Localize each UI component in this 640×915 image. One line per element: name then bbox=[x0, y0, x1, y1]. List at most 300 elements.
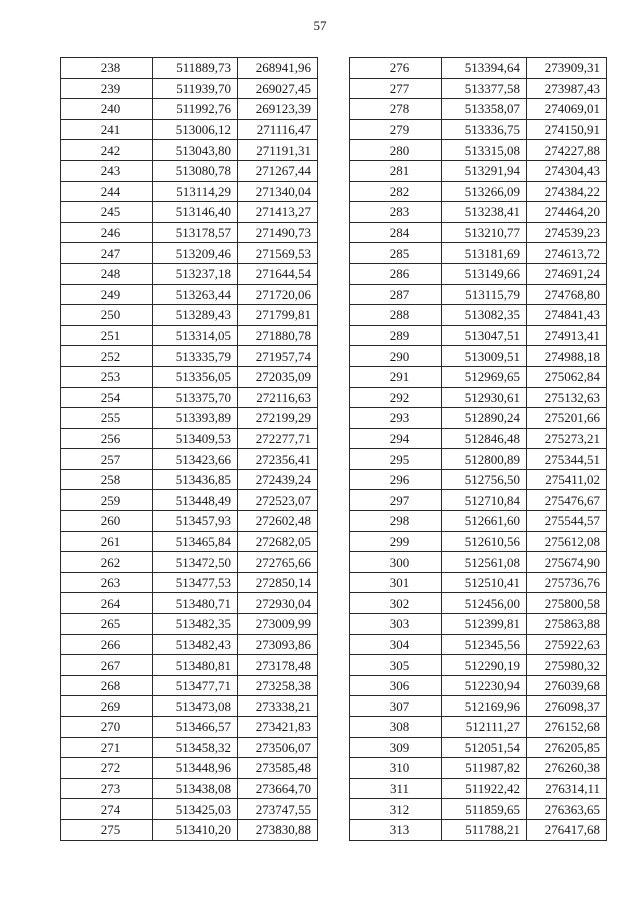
x-coordinate-cell: 513375,70 bbox=[153, 387, 238, 408]
y-coordinate-cell: 274691,24 bbox=[527, 263, 607, 284]
y-coordinate-cell: 274988,18 bbox=[527, 346, 607, 367]
x-coordinate-cell: 513448,49 bbox=[153, 490, 238, 511]
y-coordinate-cell: 271720,06 bbox=[238, 284, 318, 305]
y-coordinate-cell: 275062,84 bbox=[527, 366, 607, 387]
point-number-cell: 286 bbox=[350, 263, 442, 284]
y-coordinate-cell: 275674,90 bbox=[527, 552, 607, 573]
y-coordinate-cell: 275344,51 bbox=[527, 449, 607, 470]
y-coordinate-cell: 272682,05 bbox=[238, 531, 318, 552]
table-row bbox=[61, 99, 318, 120]
table-row bbox=[350, 119, 607, 140]
x-coordinate-cell: 512345,56 bbox=[442, 634, 527, 655]
table-row bbox=[350, 305, 607, 326]
point-number-cell: 245 bbox=[61, 202, 153, 223]
x-coordinate-cell: 513410,20 bbox=[153, 819, 238, 840]
point-number-cell: 244 bbox=[61, 181, 153, 202]
y-coordinate-cell: 273987,43 bbox=[527, 78, 607, 99]
x-coordinate-cell: 513336,75 bbox=[442, 119, 527, 140]
y-coordinate-cell: 276205,85 bbox=[527, 737, 607, 758]
table-row bbox=[61, 387, 318, 408]
y-coordinate-cell: 269027,45 bbox=[238, 78, 318, 99]
table-row bbox=[350, 58, 607, 79]
point-number-cell: 239 bbox=[61, 78, 153, 99]
table-row bbox=[61, 140, 318, 161]
point-number-cell: 302 bbox=[350, 593, 442, 614]
table-row bbox=[61, 222, 318, 243]
table-row bbox=[61, 408, 318, 429]
y-coordinate-cell: 271569,53 bbox=[238, 243, 318, 264]
point-number-cell: 297 bbox=[350, 490, 442, 511]
table-row bbox=[350, 387, 607, 408]
point-number-cell: 274 bbox=[61, 799, 153, 820]
x-coordinate-cell: 513082,35 bbox=[442, 305, 527, 326]
table-row bbox=[61, 428, 318, 449]
table-row bbox=[350, 243, 607, 264]
x-coordinate-cell: 513448,96 bbox=[153, 758, 238, 779]
table-body-right bbox=[350, 58, 607, 841]
x-coordinate-cell: 512230,94 bbox=[442, 675, 527, 696]
coordinates-table-left bbox=[60, 57, 318, 841]
table-row bbox=[350, 552, 607, 573]
y-coordinate-cell: 274768,80 bbox=[527, 284, 607, 305]
y-coordinate-cell: 274150,91 bbox=[527, 119, 607, 140]
point-number-cell: 243 bbox=[61, 160, 153, 181]
y-coordinate-cell: 274464,20 bbox=[527, 202, 607, 223]
x-coordinate-cell: 512111,27 bbox=[442, 717, 527, 738]
point-number-cell: 295 bbox=[350, 449, 442, 470]
point-number-cell: 313 bbox=[350, 819, 442, 840]
x-coordinate-cell: 513358,07 bbox=[442, 99, 527, 120]
point-number-cell: 307 bbox=[350, 696, 442, 717]
x-coordinate-cell: 513472,50 bbox=[153, 552, 238, 573]
y-coordinate-cell: 276314,11 bbox=[527, 778, 607, 799]
y-coordinate-cell: 275922,63 bbox=[527, 634, 607, 655]
point-number-cell: 266 bbox=[61, 634, 153, 655]
y-coordinate-cell: 273093,86 bbox=[238, 634, 318, 655]
point-number-cell: 287 bbox=[350, 284, 442, 305]
point-number-cell: 276 bbox=[350, 58, 442, 79]
y-coordinate-cell: 272277,71 bbox=[238, 428, 318, 449]
y-coordinate-cell: 271116,47 bbox=[238, 119, 318, 140]
point-number-cell: 282 bbox=[350, 181, 442, 202]
table-row bbox=[350, 799, 607, 820]
point-number-cell: 265 bbox=[61, 614, 153, 635]
y-coordinate-cell: 275273,21 bbox=[527, 428, 607, 449]
table-row bbox=[350, 675, 607, 696]
y-coordinate-cell: 273747,55 bbox=[238, 799, 318, 820]
y-coordinate-cell: 271191,31 bbox=[238, 140, 318, 161]
point-number-cell: 259 bbox=[61, 490, 153, 511]
table-row bbox=[61, 490, 318, 511]
y-coordinate-cell: 276152,68 bbox=[527, 717, 607, 738]
x-coordinate-cell: 513209,46 bbox=[153, 243, 238, 264]
point-number-cell: 256 bbox=[61, 428, 153, 449]
x-coordinate-cell: 513314,05 bbox=[153, 325, 238, 346]
x-coordinate-cell: 512610,56 bbox=[442, 531, 527, 552]
x-coordinate-cell: 511788,21 bbox=[442, 819, 527, 840]
point-number-cell: 279 bbox=[350, 119, 442, 140]
point-number-cell: 272 bbox=[61, 758, 153, 779]
table-row bbox=[61, 243, 318, 264]
point-number-cell: 292 bbox=[350, 387, 442, 408]
x-coordinate-cell: 513009,51 bbox=[442, 346, 527, 367]
point-number-cell: 270 bbox=[61, 717, 153, 738]
table-row bbox=[350, 634, 607, 655]
y-coordinate-cell: 275863,88 bbox=[527, 614, 607, 635]
y-coordinate-cell: 272930,04 bbox=[238, 593, 318, 614]
y-coordinate-cell: 272439,24 bbox=[238, 469, 318, 490]
table-row bbox=[350, 346, 607, 367]
table-row bbox=[350, 78, 607, 99]
coordinates-table-right bbox=[349, 57, 607, 841]
y-coordinate-cell: 274227,88 bbox=[527, 140, 607, 161]
table-row bbox=[350, 737, 607, 758]
y-coordinate-cell: 271644,54 bbox=[238, 263, 318, 284]
table-row bbox=[61, 696, 318, 717]
table-row bbox=[61, 593, 318, 614]
y-coordinate-cell: 269123,39 bbox=[238, 99, 318, 120]
y-coordinate-cell: 274539,23 bbox=[527, 222, 607, 243]
table-row bbox=[350, 202, 607, 223]
table-row bbox=[350, 222, 607, 243]
y-coordinate-cell: 273909,31 bbox=[527, 58, 607, 79]
point-number-cell: 290 bbox=[350, 346, 442, 367]
x-coordinate-cell: 513482,35 bbox=[153, 614, 238, 635]
y-coordinate-cell: 275132,63 bbox=[527, 387, 607, 408]
y-coordinate-cell: 275544,57 bbox=[527, 511, 607, 532]
point-number-cell: 308 bbox=[350, 717, 442, 738]
point-number-cell: 249 bbox=[61, 284, 153, 305]
y-coordinate-cell: 276417,68 bbox=[527, 819, 607, 840]
point-number-cell: 275 bbox=[61, 819, 153, 840]
point-number-cell: 268 bbox=[61, 675, 153, 696]
y-coordinate-cell: 273421,83 bbox=[238, 717, 318, 738]
point-number-cell: 271 bbox=[61, 737, 153, 758]
point-number-cell: 293 bbox=[350, 408, 442, 429]
x-coordinate-cell: 512846,48 bbox=[442, 428, 527, 449]
y-coordinate-cell: 274841,43 bbox=[527, 305, 607, 326]
point-number-cell: 246 bbox=[61, 222, 153, 243]
x-coordinate-cell: 512890,24 bbox=[442, 408, 527, 429]
table-row bbox=[61, 78, 318, 99]
y-coordinate-cell: 272116,63 bbox=[238, 387, 318, 408]
x-coordinate-cell: 512756,50 bbox=[442, 469, 527, 490]
table-row bbox=[61, 284, 318, 305]
x-coordinate-cell: 512051,54 bbox=[442, 737, 527, 758]
point-number-cell: 309 bbox=[350, 737, 442, 758]
table-row bbox=[350, 366, 607, 387]
table-row bbox=[61, 552, 318, 573]
y-coordinate-cell: 271957,74 bbox=[238, 346, 318, 367]
point-number-cell: 253 bbox=[61, 366, 153, 387]
x-coordinate-cell: 513181,69 bbox=[442, 243, 527, 264]
x-coordinate-cell: 513423,66 bbox=[153, 449, 238, 470]
x-coordinate-cell: 512710,84 bbox=[442, 490, 527, 511]
point-number-cell: 258 bbox=[61, 469, 153, 490]
table-row bbox=[61, 717, 318, 738]
x-coordinate-cell: 513178,57 bbox=[153, 222, 238, 243]
point-number-cell: 301 bbox=[350, 572, 442, 593]
x-coordinate-cell: 513458,32 bbox=[153, 737, 238, 758]
point-number-cell: 306 bbox=[350, 675, 442, 696]
x-coordinate-cell: 513115,79 bbox=[442, 284, 527, 305]
y-coordinate-cell: 272850,14 bbox=[238, 572, 318, 593]
x-coordinate-cell: 513377,58 bbox=[442, 78, 527, 99]
point-number-cell: 250 bbox=[61, 305, 153, 326]
x-coordinate-cell: 511889,73 bbox=[153, 58, 238, 79]
y-coordinate-cell: 273178,48 bbox=[238, 655, 318, 676]
y-coordinate-cell: 273338,21 bbox=[238, 696, 318, 717]
x-coordinate-cell: 513289,43 bbox=[153, 305, 238, 326]
x-coordinate-cell: 513114,29 bbox=[153, 181, 238, 202]
x-coordinate-cell: 513425,03 bbox=[153, 799, 238, 820]
point-number-cell: 260 bbox=[61, 511, 153, 532]
point-number-cell: 254 bbox=[61, 387, 153, 408]
x-coordinate-cell: 513291,94 bbox=[442, 160, 527, 181]
x-coordinate-cell: 513466,57 bbox=[153, 717, 238, 738]
x-coordinate-cell: 513315,08 bbox=[442, 140, 527, 161]
y-coordinate-cell: 276260,38 bbox=[527, 758, 607, 779]
point-number-cell: 281 bbox=[350, 160, 442, 181]
point-number-cell: 291 bbox=[350, 366, 442, 387]
point-number-cell: 277 bbox=[350, 78, 442, 99]
point-number-cell: 294 bbox=[350, 428, 442, 449]
table-row bbox=[350, 655, 607, 676]
x-coordinate-cell: 513473,08 bbox=[153, 696, 238, 717]
x-coordinate-cell: 512661,60 bbox=[442, 511, 527, 532]
table-row bbox=[350, 99, 607, 120]
x-coordinate-cell: 511922,42 bbox=[442, 778, 527, 799]
table-row bbox=[61, 181, 318, 202]
table-row bbox=[350, 490, 607, 511]
x-coordinate-cell: 513210,77 bbox=[442, 222, 527, 243]
point-number-cell: 257 bbox=[61, 449, 153, 470]
table-row bbox=[61, 758, 318, 779]
point-number-cell: 278 bbox=[350, 99, 442, 120]
table-row bbox=[61, 366, 318, 387]
x-coordinate-cell: 512399,81 bbox=[442, 614, 527, 635]
table-row bbox=[61, 531, 318, 552]
x-coordinate-cell: 512456,00 bbox=[442, 593, 527, 614]
x-coordinate-cell: 512800,89 bbox=[442, 449, 527, 470]
y-coordinate-cell: 275201,66 bbox=[527, 408, 607, 429]
x-coordinate-cell: 513477,53 bbox=[153, 572, 238, 593]
table-row bbox=[350, 325, 607, 346]
x-coordinate-cell: 513436,85 bbox=[153, 469, 238, 490]
table-row bbox=[350, 284, 607, 305]
y-coordinate-cell: 276098,37 bbox=[527, 696, 607, 717]
point-number-cell: 262 bbox=[61, 552, 153, 573]
point-number-cell: 267 bbox=[61, 655, 153, 676]
x-coordinate-cell: 513335,79 bbox=[153, 346, 238, 367]
x-coordinate-cell: 513047,51 bbox=[442, 325, 527, 346]
table-row bbox=[350, 408, 607, 429]
y-coordinate-cell: 275736,76 bbox=[527, 572, 607, 593]
point-number-cell: 251 bbox=[61, 325, 153, 346]
point-number-cell: 280 bbox=[350, 140, 442, 161]
x-coordinate-cell: 512930,61 bbox=[442, 387, 527, 408]
x-coordinate-cell: 513080,78 bbox=[153, 160, 238, 181]
point-number-cell: 241 bbox=[61, 119, 153, 140]
table-row bbox=[350, 717, 607, 738]
table-row bbox=[61, 119, 318, 140]
y-coordinate-cell: 273258,38 bbox=[238, 675, 318, 696]
y-coordinate-cell: 271340,04 bbox=[238, 181, 318, 202]
table-row bbox=[61, 572, 318, 593]
table-row bbox=[350, 696, 607, 717]
table-row bbox=[350, 614, 607, 635]
point-number-cell: 240 bbox=[61, 99, 153, 120]
table-row bbox=[61, 675, 318, 696]
point-number-cell: 310 bbox=[350, 758, 442, 779]
x-coordinate-cell: 511859,65 bbox=[442, 799, 527, 820]
x-coordinate-cell: 513394,64 bbox=[442, 58, 527, 79]
y-coordinate-cell: 272199,29 bbox=[238, 408, 318, 429]
x-coordinate-cell: 512290,19 bbox=[442, 655, 527, 676]
point-number-cell: 305 bbox=[350, 655, 442, 676]
x-coordinate-cell: 513006,12 bbox=[153, 119, 238, 140]
point-number-cell: 296 bbox=[350, 469, 442, 490]
y-coordinate-cell: 273664,70 bbox=[238, 778, 318, 799]
y-coordinate-cell: 275980,32 bbox=[527, 655, 607, 676]
y-coordinate-cell: 274304,43 bbox=[527, 160, 607, 181]
y-coordinate-cell: 273830,88 bbox=[238, 819, 318, 840]
x-coordinate-cell: 513480,71 bbox=[153, 593, 238, 614]
y-coordinate-cell: 275800,58 bbox=[527, 593, 607, 614]
point-number-cell: 289 bbox=[350, 325, 442, 346]
point-number-cell: 261 bbox=[61, 531, 153, 552]
point-number-cell: 304 bbox=[350, 634, 442, 655]
y-coordinate-cell: 272765,66 bbox=[238, 552, 318, 573]
point-number-cell: 248 bbox=[61, 263, 153, 284]
table-row bbox=[350, 778, 607, 799]
point-number-cell: 303 bbox=[350, 614, 442, 635]
table-row bbox=[350, 160, 607, 181]
table-row bbox=[350, 469, 607, 490]
x-coordinate-cell: 513043,80 bbox=[153, 140, 238, 161]
point-number-cell: 288 bbox=[350, 305, 442, 326]
x-coordinate-cell: 513393,89 bbox=[153, 408, 238, 429]
y-coordinate-cell: 271267,44 bbox=[238, 160, 318, 181]
y-coordinate-cell: 274613,72 bbox=[527, 243, 607, 264]
x-coordinate-cell: 511992,76 bbox=[153, 99, 238, 120]
y-coordinate-cell: 271413,27 bbox=[238, 202, 318, 223]
x-coordinate-cell: 511987,82 bbox=[442, 758, 527, 779]
y-coordinate-cell: 268941,96 bbox=[238, 58, 318, 79]
y-coordinate-cell: 274913,41 bbox=[527, 325, 607, 346]
table-row bbox=[61, 202, 318, 223]
point-number-cell: 285 bbox=[350, 243, 442, 264]
y-coordinate-cell: 271799,81 bbox=[238, 305, 318, 326]
y-coordinate-cell: 272035,09 bbox=[238, 366, 318, 387]
y-coordinate-cell: 271880,78 bbox=[238, 325, 318, 346]
y-coordinate-cell: 276363,65 bbox=[527, 799, 607, 820]
point-number-cell: 273 bbox=[61, 778, 153, 799]
x-coordinate-cell: 513149,66 bbox=[442, 263, 527, 284]
point-number-cell: 311 bbox=[350, 778, 442, 799]
y-coordinate-cell: 272602,48 bbox=[238, 511, 318, 532]
table-row bbox=[350, 181, 607, 202]
x-coordinate-cell: 513482,43 bbox=[153, 634, 238, 655]
x-coordinate-cell: 512510,41 bbox=[442, 572, 527, 593]
table-row bbox=[61, 511, 318, 532]
point-number-cell: 238 bbox=[61, 58, 153, 79]
table-row bbox=[61, 325, 318, 346]
table-row bbox=[61, 819, 318, 840]
y-coordinate-cell: 275612,08 bbox=[527, 531, 607, 552]
table-row bbox=[350, 819, 607, 840]
table-row bbox=[61, 305, 318, 326]
table-row bbox=[61, 58, 318, 79]
x-coordinate-cell: 513480,81 bbox=[153, 655, 238, 676]
point-number-cell: 284 bbox=[350, 222, 442, 243]
table-row bbox=[350, 449, 607, 470]
x-coordinate-cell: 513457,93 bbox=[153, 511, 238, 532]
x-coordinate-cell: 512969,65 bbox=[442, 366, 527, 387]
table-row bbox=[61, 799, 318, 820]
y-coordinate-cell: 273009,99 bbox=[238, 614, 318, 635]
y-coordinate-cell: 275411,02 bbox=[527, 469, 607, 490]
y-coordinate-cell: 274069,01 bbox=[527, 99, 607, 120]
point-number-cell: 300 bbox=[350, 552, 442, 573]
y-coordinate-cell: 276039,68 bbox=[527, 675, 607, 696]
y-coordinate-cell: 272356,41 bbox=[238, 449, 318, 470]
point-number-cell: 299 bbox=[350, 531, 442, 552]
x-coordinate-cell: 513146,40 bbox=[153, 202, 238, 223]
point-number-cell: 312 bbox=[350, 799, 442, 820]
table-row bbox=[61, 655, 318, 676]
x-coordinate-cell: 513409,53 bbox=[153, 428, 238, 449]
table-row bbox=[61, 614, 318, 635]
y-coordinate-cell: 273506,07 bbox=[238, 737, 318, 758]
x-coordinate-cell: 512169,96 bbox=[442, 696, 527, 717]
x-coordinate-cell: 513477,71 bbox=[153, 675, 238, 696]
point-number-cell: 263 bbox=[61, 572, 153, 593]
table-row bbox=[61, 778, 318, 799]
point-number-cell: 283 bbox=[350, 202, 442, 223]
y-coordinate-cell: 271490,73 bbox=[238, 222, 318, 243]
table-body-left bbox=[61, 58, 318, 841]
x-coordinate-cell: 513266,09 bbox=[442, 181, 527, 202]
point-number-cell: 264 bbox=[61, 593, 153, 614]
table-row bbox=[350, 140, 607, 161]
point-number-cell: 247 bbox=[61, 243, 153, 264]
x-coordinate-cell: 513263,44 bbox=[153, 284, 238, 305]
table-row bbox=[61, 469, 318, 490]
table-row bbox=[61, 737, 318, 758]
table-row bbox=[350, 572, 607, 593]
point-number-cell: 269 bbox=[61, 696, 153, 717]
table-row bbox=[350, 593, 607, 614]
x-coordinate-cell: 511939,70 bbox=[153, 78, 238, 99]
y-coordinate-cell: 273585,48 bbox=[238, 758, 318, 779]
table-row bbox=[61, 449, 318, 470]
x-coordinate-cell: 513356,05 bbox=[153, 366, 238, 387]
x-coordinate-cell: 512561,08 bbox=[442, 552, 527, 573]
table-row bbox=[61, 160, 318, 181]
table-row bbox=[350, 758, 607, 779]
table-row bbox=[350, 531, 607, 552]
x-coordinate-cell: 513465,84 bbox=[153, 531, 238, 552]
table-row bbox=[61, 346, 318, 367]
point-number-cell: 298 bbox=[350, 511, 442, 532]
x-coordinate-cell: 513237,18 bbox=[153, 263, 238, 284]
table-row bbox=[350, 428, 607, 449]
page-number: 57 bbox=[313, 18, 327, 33]
table-row bbox=[350, 263, 607, 284]
y-coordinate-cell: 275476,67 bbox=[527, 490, 607, 511]
point-number-cell: 252 bbox=[61, 346, 153, 367]
